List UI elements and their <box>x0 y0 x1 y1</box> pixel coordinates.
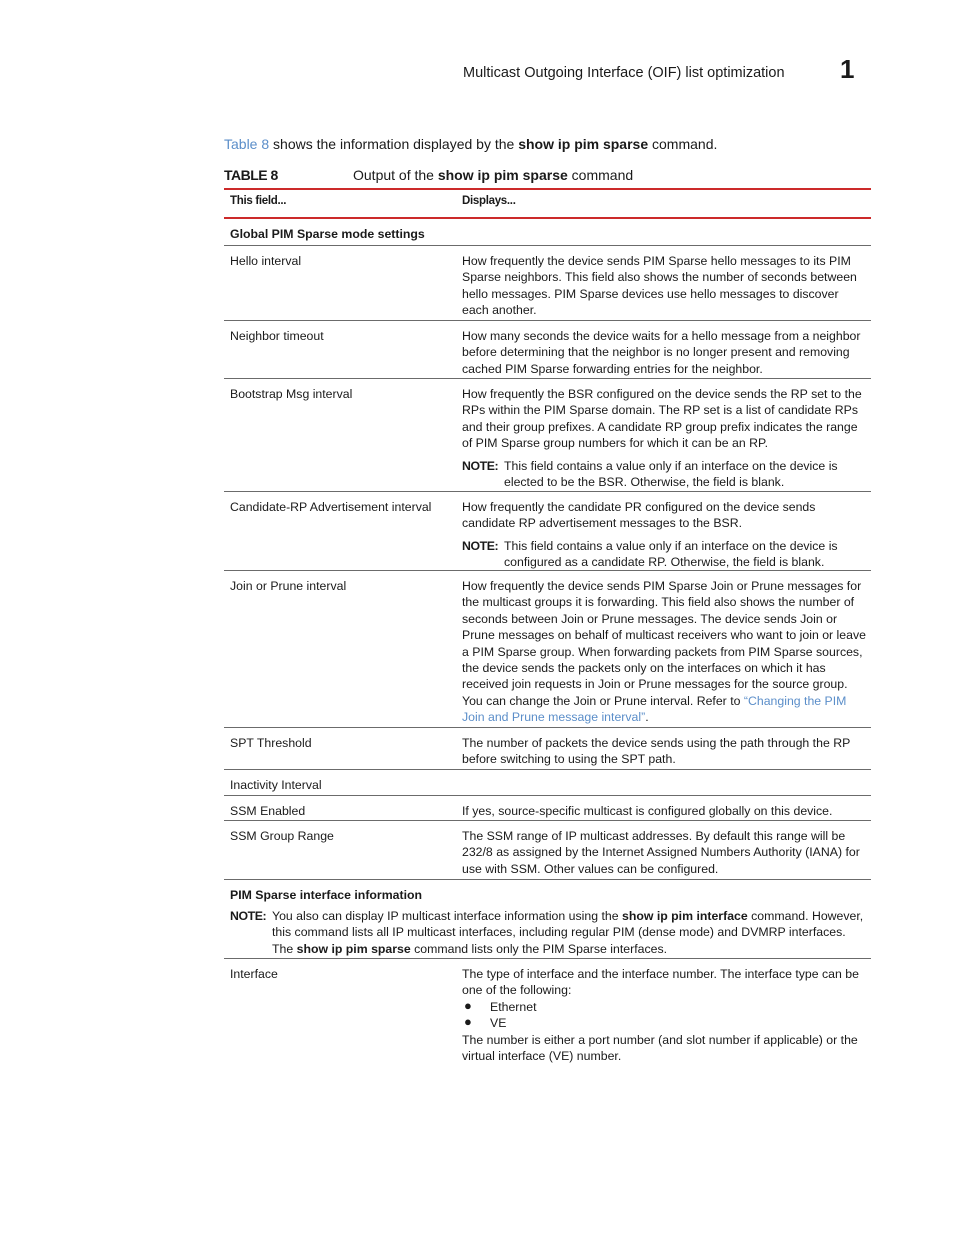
field-name: SSM Group Range <box>230 829 334 843</box>
field-name: Interface <box>230 967 278 981</box>
table-header-row <box>224 190 871 219</box>
section-heading: PIM Sparse interface information <box>230 888 423 902</box>
chapter-number: 1 <box>840 54 855 84</box>
list-item: ● Ethernet <box>464 997 537 1014</box>
field-description: How frequently the device sends PIM Sparse hello messages to its PIM Sparse neighbors. This field also shows the number of seconds between hello messages. PIM Sparse devices use hello messages to discover each another. <box>462 254 857 318</box>
column-header-displays: Displays... <box>462 195 516 207</box>
section-row-global <box>224 219 871 246</box>
table-row <box>224 959 871 1069</box>
section-row-interface <box>224 880 871 959</box>
note: NOTE: This field contains a value only if an interface on the device is elected to be the BSR. Otherwise, the field is blank. <box>462 458 838 490</box>
field-name: Candidate-RP Advertisement interval <box>230 500 432 514</box>
table-row <box>224 821 871 880</box>
output-table <box>224 190 871 1069</box>
cross-reference-link[interactable]: “Changing the PIM Join and Prune message interval” <box>462 693 847 725</box>
field-description: The number is either a port number (and slot number if applicable) or the virtual interface (VE) number. <box>462 1032 858 1064</box>
field-description: If yes, source-specific multicast is configured globally on this device. <box>462 804 833 818</box>
field-name: Inactivity Interval <box>230 778 322 792</box>
note-label: NOTE: <box>462 458 499 473</box>
table-row <box>224 728 871 770</box>
field-description: The SSM range of IP multicast addresses. By default this range will be 232/8 as assigned by the Internet Assigned Numbers Authority (IANA) for use with SSM. Other values can be configured. <box>462 829 860 876</box>
table-label: TABLE 8 <box>224 167 278 183</box>
list-item: ● VE <box>464 1014 507 1031</box>
field-name: Hello interval <box>230 254 302 268</box>
field-description: The type of interface and the interface number. The interface type can be one of the following: <box>462 967 859 998</box>
command-name: show ip pim sparse <box>518 136 649 152</box>
intro-paragraph: Table 8 shows the information displayed by the show ip pim sparse command. <box>224 136 718 152</box>
field-description: The number of packets the device sends using the path through the RP before switching to using the SPT path. <box>462 736 851 767</box>
table-row <box>224 571 871 728</box>
field-description: How many seconds the device waits for a hello message from a neighbor before determining that the neighbor is no longer present and removing cached PIM Sparse forwarding entries for the neighbor. <box>462 329 861 376</box>
section-heading: Global PIM Sparse mode settings <box>230 227 425 241</box>
table-row <box>224 379 871 492</box>
table-row <box>224 796 871 821</box>
note: NOTE: This field contains a value only if an interface on the device is configured as a candidate RP. Otherwise, the field is blank. <box>462 538 838 570</box>
bullet-icon: ● <box>464 1014 472 1030</box>
table-8-link[interactable]: Table 8 <box>224 136 270 152</box>
field-name: SPT Threshold <box>230 736 312 750</box>
field-description: How frequently the BSR configured on the device sends the RP set to the RPs within the PIM Sparse domain. The RP set is a list of candidate RPs and their group prefixes. A candidate RP group prefix indicates the range of PIM Sparse group numbers for which it can be an RP. <box>462 387 862 451</box>
field-name: Bootstrap Msg interval <box>230 387 353 401</box>
running-header-title: Multicast Outgoing Interface (OIF) list optimization <box>463 65 785 81</box>
column-header-field: This field... <box>230 195 287 207</box>
field-name: Join or Prune interval <box>230 579 347 593</box>
table-row <box>224 770 871 796</box>
table-row <box>224 246 871 321</box>
note: NOTE: You also can display IP multicast interface information using the show ip pim interface command. However, this command lists all IP multicast interfaces, including regular PIM (dense mode) and DVMRP interfaces. The show ip pim sparse command lists only the PIM Sparse interfaces. <box>230 909 864 956</box>
bullet-icon: ● <box>464 997 472 1013</box>
field-description: How frequently the candidate PR configured on the device sends candidate RP advertisement messages to the BSR. <box>462 500 816 531</box>
table-title: Output of the show ip pim sparse command <box>353 167 634 183</box>
table-caption <box>224 167 871 190</box>
field-name: SSM Enabled <box>230 804 306 818</box>
table-row <box>224 492 871 571</box>
table-row <box>224 321 871 379</box>
note-label: NOTE: <box>462 538 499 553</box>
field-name: Neighbor timeout <box>230 329 324 343</box>
field-description: How frequently the device sends PIM Sparse Join or Prune messages for the multicast groups it is forwarding. This field also shows the number of seconds between Join or Prune messages. The device sends Join or Prune messages on behalf of multicast receivers who want to join or leave a PIM Sparse group. When forwarding packets from PIM Sparse sources, the device sends the packets only on the interfaces on which it has received join requests in Join or Prune messages for the source group. You can change the Join or Prune interval. Refer to “Changing the PIM Join and Prune message interval”. <box>462 579 866 725</box>
note-label: NOTE: <box>230 909 267 923</box>
